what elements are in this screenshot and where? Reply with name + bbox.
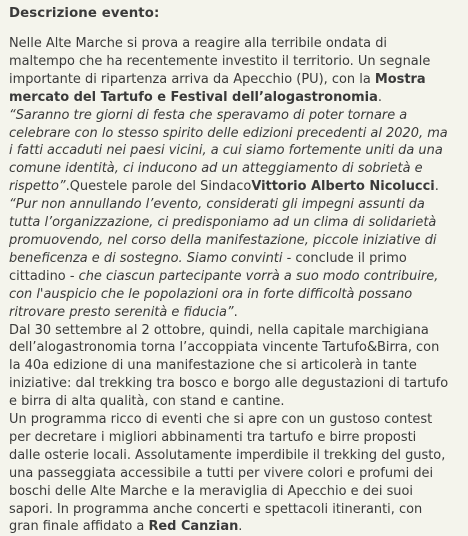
text-line bbox=[9, 214, 458, 232]
text-line bbox=[9, 125, 458, 143]
text-line bbox=[9, 447, 458, 465]
text-segment: boschi delle Alte Marche e la meraviglia di Apecchio e dei suoi bbox=[9, 483, 414, 499]
text-segment: Dal 30 settembre al 2 ottobre, quindi, nella capitale marchigiana bbox=[9, 322, 429, 338]
quote-text: celebrare con lo stesso spirito delle edizioni precedenti al 2020, ma bbox=[9, 125, 448, 141]
text-segment: . bbox=[377, 89, 382, 105]
text-segment: e birra di alta qualità, con stand e cantine. bbox=[9, 394, 285, 410]
bold-text: Mostra bbox=[374, 71, 426, 87]
text-line bbox=[9, 411, 458, 429]
text-line bbox=[9, 160, 458, 178]
text-line bbox=[9, 232, 458, 250]
quote-text: “Pur non annullando l’evento, considerati gli impegni assunti da bbox=[9, 197, 425, 213]
quote-text: “Saranno tre giorni di festa che speravamo di poter tornare a bbox=[9, 107, 408, 123]
text-line bbox=[9, 357, 458, 375]
text-segment: cittadino - bbox=[9, 268, 79, 284]
text-line bbox=[9, 196, 458, 214]
text-segment: Nelle Alte Marche si prova a reagire alla terribile ondata di bbox=[9, 36, 388, 51]
text-line bbox=[9, 178, 458, 196]
text-segment: . bbox=[233, 304, 238, 320]
quote-text: beneficenza e di sostegno. Siamo convinti bbox=[9, 250, 283, 266]
text-line bbox=[9, 53, 458, 71]
text-line bbox=[9, 375, 458, 393]
text-line bbox=[9, 393, 458, 411]
text-line bbox=[9, 322, 458, 340]
text-line bbox=[9, 250, 458, 268]
text-segment: una passeggiata accessibile a tutti per vivere colori e profumi dei bbox=[9, 465, 434, 481]
text-segment: importante di ripartenza arriva da Apecchio (PU), con la bbox=[9, 71, 375, 87]
text-line bbox=[9, 71, 458, 89]
text-segment: sapori. In programma anche concerti e spettacoli itineranti, con bbox=[9, 501, 423, 517]
quote-text: ritrovare presto serenità e fiducia” bbox=[9, 304, 234, 320]
text-segment: la 40a edizione di una manifestazione che si articolerà in tante bbox=[9, 358, 417, 374]
text-line bbox=[9, 339, 458, 357]
bold-text: mercato del Tartufo e Festival dell’alogastronomia bbox=[9, 89, 378, 105]
text-segment: dell’alogastronomia torna l’accoppiata vincente Tartufo&Birra, con bbox=[9, 340, 440, 356]
bold-text: Vittorio Alberto Nicolucci bbox=[251, 179, 435, 195]
text-segment: iniziative: dal trekking tra bosco e borgo alle degustazioni di tartufo bbox=[9, 376, 449, 392]
quote-text: promuovendo, nel corso della manifestazione, piccole iniziative di bbox=[9, 232, 437, 248]
event-description-text bbox=[9, 35, 458, 536]
text-line bbox=[9, 268, 458, 286]
text-line bbox=[9, 465, 458, 483]
text-segment: . bbox=[238, 519, 243, 535]
text-segment: . bbox=[434, 179, 439, 195]
quote-text: tutta l’organizzazione, ci predisponiamo ad un clima di solidarietà bbox=[9, 215, 437, 231]
quote-text: i fatti accaduti nei paesi vicini, a cui siamo fortemente uniti da una bbox=[9, 143, 443, 159]
text-segment: dalle osterie locali. Assolutamente imperdibile il trekking del gusto, bbox=[9, 447, 446, 463]
text-line bbox=[9, 304, 458, 322]
text-line bbox=[9, 518, 458, 536]
text-segment: .Questele parole del Sindaco bbox=[65, 179, 252, 195]
text-segment: maltempo che ha recentemente investito il territorio. Un segnale bbox=[9, 53, 431, 69]
quote-text: rispetto” bbox=[9, 179, 66, 195]
text-segment: Un programma ricco di eventi che si apre con un gustoso contest bbox=[9, 412, 433, 428]
quote-text: comune identità, ci inducono ad un atteggiamento di sobrietà e bbox=[9, 161, 423, 177]
text-segment: - conclude il primo bbox=[282, 250, 407, 266]
text-line bbox=[9, 286, 458, 304]
text-line bbox=[9, 107, 458, 125]
section-heading: Descrizione evento: bbox=[9, 6, 160, 21]
text-line bbox=[9, 35, 458, 53]
text-line bbox=[9, 89, 458, 107]
text-segment: gran finale affidato a bbox=[9, 519, 149, 535]
bold-text: Red Canzian bbox=[148, 519, 239, 535]
text-segment: per decretare i migliori abbinamenti tra tartufo e birre proposti bbox=[9, 429, 417, 445]
text-line bbox=[9, 142, 458, 160]
text-line bbox=[9, 483, 458, 501]
quote-text: con l'auspicio che le popolazioni ora in forte difficoltà possano bbox=[9, 286, 413, 302]
text-line bbox=[9, 501, 458, 519]
text-line bbox=[9, 429, 458, 447]
quote-text: che ciascun partecipante vorrà a suo modo contribuire, bbox=[78, 268, 439, 284]
